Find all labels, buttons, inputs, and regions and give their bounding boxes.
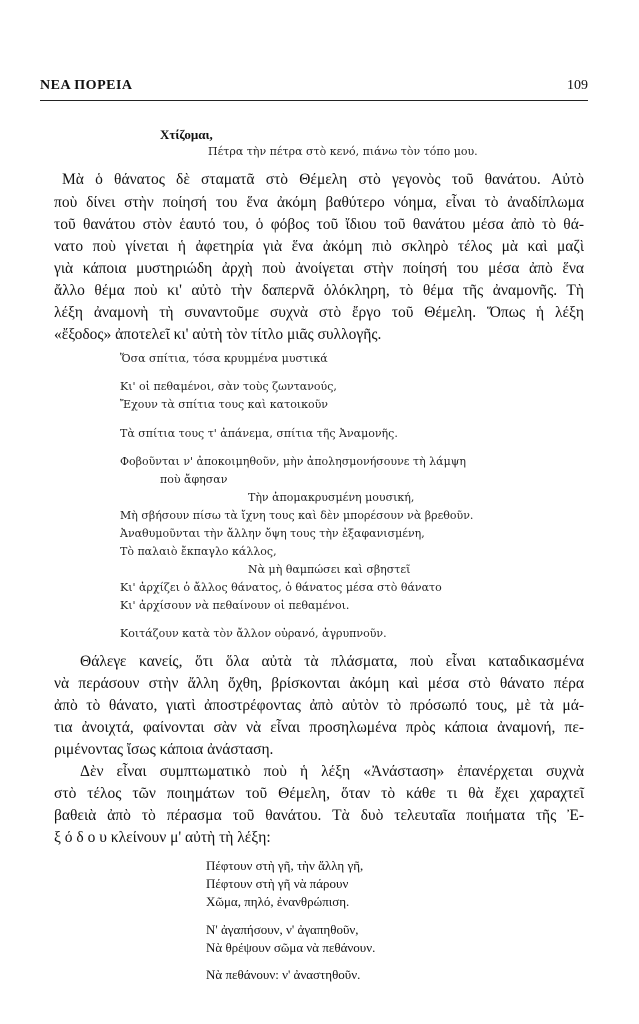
poem-line: Κι' ἀρχίζει ὁ ἄλλος θάνατος, ὁ θάνατος μέσα στὸ θάνατο [120, 581, 442, 594]
paragraph-1-line-7: λέξη ἀναμονὴ τὴ συναντοῦμε συχνὰ στὸ ἔργο τοῦ Θέμελη. Ὅπως ἡ λέξη [54, 304, 584, 321]
paragraph-1-line-3: τοῦ θανάτου στὸν ἑαυτό του, ὁ φόβος τοῦ ἴδιου τοῦ θανάτου μέσα ἀπὸ τὸ θά- [54, 216, 584, 233]
poem-line: Τὴν ἀπομακρυσμένη μουσική, [248, 491, 415, 504]
paragraph-1-line-4: νατο ποὺ γίνεται ἡ ἀφετηρία γιὰ ἕνα ἀκόμη πιὸ σκληρὸ τέλος μὰ καὶ μαζὶ [54, 238, 584, 255]
poem-line: Ὅσα σπίτια, τόσα κρυμμένα μυστικά [120, 352, 328, 365]
paragraph-3-line-1: Δὲν εἶναι συμπτωματικὸ ποὺ ἡ λέξη «Ἀνάσταση» ἐπανέρχεται συχνὰ [80, 763, 584, 780]
poem-line: Κι' οἱ πεθαμένοι, σὰν τοὺς ζωντανούς, [120, 380, 337, 393]
paragraph-2-line-1: Θάλεγε κανείς, ὅτι ὅλα αὐτὰ τὰ πλάσματα, ποὺ εἶναι καταδικασμένα [80, 653, 584, 670]
page-number: 109 [567, 78, 588, 93]
poem-line: Ἀναθυμοῦνται τὴν ἄλλην ὄψη τους τὴν ἐξαφανισμένη, [120, 527, 425, 540]
paragraph-1-line-5: γιὰ κάποια μυστηριώδη ἀρχὴ ποὺ ἀνοίγεται στὴν ποίησή του μέσα ἀπὸ ἕνα [54, 260, 584, 277]
paragraph-3-line-3: βαθειὰ ἀπὸ τὸ πέρασμα τοῦ θανάτου. Τὰ δυὸ τελευταῖα ποιήματα τῆς Ἐ- [54, 807, 584, 824]
verse-line: Πέτρα τὴν πέτρα στὸ κενό, πιάνω τὸν τόπο μου. [208, 145, 478, 158]
closing-poem-line: Χῶμα, πηλό, ἐνανθρώπιση. [206, 894, 350, 909]
poem-line: Μὴ σβήσουν πίσω τὰ ἴχνη τους καὶ δὲν μπορέσουν νὰ βρεθοῦν. [120, 509, 474, 522]
paragraph-1-line-8: «ἔξοδος» ἀποτελεῖ κι' αὐτὴ τὸν τίτλο μιᾶς συλλογῆς. [54, 326, 382, 343]
poem-line: Νὰ μὴ θαμπώσει καὶ σβηστεῖ [248, 563, 411, 576]
poem-line: Φοβοῦνται ν' ἀποκοιμηθοῦν, μὴν ἀπολησμονήσουνε τὴ λάμψη [120, 455, 466, 468]
paragraph-2-line-2: νὰ περάσουν στὴν ἄλλη ὄχθη, βρίσκονται ἀκόμη καὶ μέσα στὸ θάνατο πέρα [54, 675, 584, 692]
verse-word: Χτίζομαι, [160, 127, 213, 142]
paragraph-1-line-1: Μὰ ὁ θάνατος δὲ σταματᾶ στὸ Θέμελη στὸ γεγονὸς τοῦ θανάτου. Αὐτὸ [62, 171, 584, 188]
paragraph-1-line-2: ποὺ δίνει στὴν ποίησή του ἕνα ἀκόμη βαθύτερο νόημα, εἶναι τὸ ἀναδίπλωμα [54, 194, 584, 211]
closing-poem-line: Ν' ἀγαπήσουν, ν' ἀγαπηθοῦν, [206, 922, 359, 937]
paragraph-3-line-2: στὸ τέλος τῶν ποιημάτων τοῦ Θέμελη, ὅταν τὸ κάθε τι θὰ ἔχει χαραχτεῖ [54, 785, 584, 802]
journal-title: ΝΕΑ ΠΟΡΕΙΑ [40, 78, 133, 93]
paragraph-2-line-5: ριμένοντας ἴσως κάποια ἀνάσταση. [54, 741, 274, 758]
paragraph-2-line-3: ἀπὸ τὸ θάνατο, γιατὶ ἀποστρέφοντας ἀπὸ αὐτὸν τὸ πρόσωπό τους, μὲ τὰ μά- [54, 697, 584, 714]
poem-line: Τὰ σπίτια τους τ' ἀπάνεμα, σπίτια τῆς Ἀναμονῆς. [120, 427, 398, 440]
running-header [40, 78, 588, 101]
closing-poem-line: Πέφτουν στὴ γῆ, τὴν ἄλλη γῆ, [206, 858, 364, 873]
paragraph-2-line-4: τια ἀνοιχτά, φαίνονται σὰν νὰ εἶναι προσηλωμένα πρὸς κάποια ἀναμονή, πε- [54, 719, 584, 736]
poem-line: Ἔχουν τὰ σπίτια τους καὶ κατοικοῦν [120, 398, 328, 411]
closing-poem-line: Νὰ πεθάνουν: ν' ἀναστηθοῦν. [206, 967, 361, 982]
paragraph-1-line-6: ἄλλο θέμα ποὺ κι' αὐτὸ τὴν δαπερνᾶ ὁλόκληρη, τὸ θέμα τῆς ἀναμονῆς. Τὴ [54, 282, 584, 299]
closing-poem-line: Νὰ θρέψουν σῶμα νὰ πεθάνουν. [206, 940, 376, 955]
poem-line: ποὺ ἄφησαν [160, 473, 228, 486]
poem-line: Κι' ἀρχίσουν νὰ πεθαίνουν οἱ πεθαμένοι. [120, 599, 350, 612]
paragraph-3-line-4: ξ ό δ ο υ κλείνουν μ' αὐτὴ τὴ λέξη: [54, 829, 271, 846]
closing-poem-line: Πέφτουν στὴ γῆ νὰ πάρουν [206, 876, 349, 891]
poem-line: Κοιτάζουν κατὰ τὸν ἄλλον οὐρανό, ἀγρυπνοῦν. [120, 627, 387, 640]
poem-line: Τὸ παλαιὸ ἔκπαγλο κάλλος, [120, 545, 277, 558]
